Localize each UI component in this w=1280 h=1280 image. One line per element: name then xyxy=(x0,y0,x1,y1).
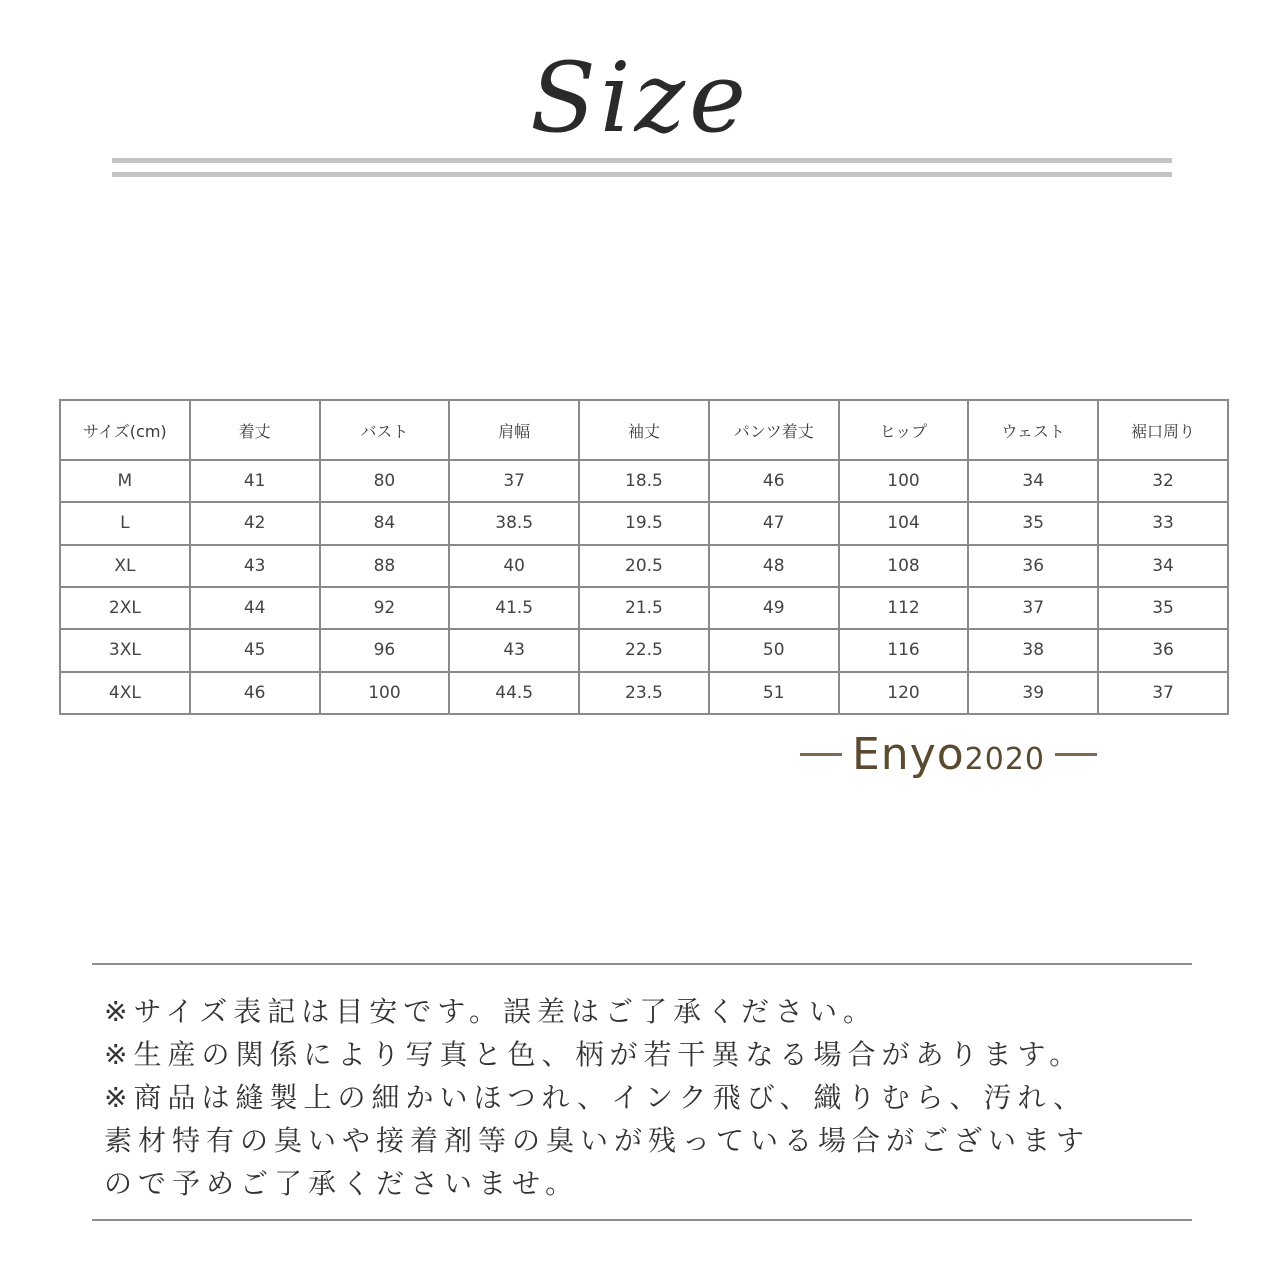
table-cell: 36 xyxy=(968,545,1098,587)
table-cell: 46 xyxy=(190,672,320,714)
note-line: ので予めご了承くださいませ。 xyxy=(104,1167,580,1200)
notes-divider-bottom xyxy=(92,1219,1192,1221)
table-cell: 21.5 xyxy=(579,587,709,629)
title-divider-lower xyxy=(112,172,1172,177)
brand-name: Enyo xyxy=(852,728,965,780)
table-cell: 32 xyxy=(1098,460,1228,502)
table-cell: 48 xyxy=(709,545,839,587)
table-cell: 19.5 xyxy=(579,502,709,544)
table-cell: 37 xyxy=(449,460,579,502)
column-header-size: サイズ(cm) xyxy=(60,400,190,460)
table-cell: 104 xyxy=(839,502,969,544)
column-header-hem: 裾口周り xyxy=(1098,400,1228,460)
note-line: ※生産の関係により写真と色、柄が若干異なる場合があります。 xyxy=(104,1038,1084,1071)
table-cell: L xyxy=(60,502,190,544)
table-cell: 47 xyxy=(709,502,839,544)
table-cell: 46 xyxy=(709,460,839,502)
table-cell: 4XL xyxy=(60,672,190,714)
table-cell: 100 xyxy=(839,460,969,502)
brand-logo xyxy=(800,722,1130,786)
table-cell: 38 xyxy=(968,629,1098,671)
table-cell: 35 xyxy=(1098,587,1228,629)
note-line: 素材特有の臭いや接着剤等の臭いが残っている場合がございます xyxy=(104,1124,1091,1157)
title-divider-upper xyxy=(112,158,1172,163)
table-cell: 23.5 xyxy=(579,672,709,714)
table-cell: 22.5 xyxy=(579,629,709,671)
table-cell: 3XL xyxy=(60,629,190,671)
table-cell: 84 xyxy=(320,502,450,544)
column-header-length: 着丈 xyxy=(190,400,320,460)
table-cell: 43 xyxy=(190,545,320,587)
table-cell: 44.5 xyxy=(449,672,579,714)
table-cell: 36 xyxy=(1098,629,1228,671)
page-title: Size xyxy=(530,42,750,154)
table-cell: 49 xyxy=(709,587,839,629)
column-header-hip: ヒップ xyxy=(839,400,969,460)
table-cell: XL xyxy=(60,545,190,587)
table-cell: 100 xyxy=(320,672,450,714)
table-cell: 42 xyxy=(190,502,320,544)
table-cell: 88 xyxy=(320,545,450,587)
table-row xyxy=(60,545,1228,587)
column-header-bust: バスト xyxy=(320,400,450,460)
table-cell: 80 xyxy=(320,460,450,502)
table-cell: 96 xyxy=(320,629,450,671)
table-cell: 120 xyxy=(839,672,969,714)
table-cell: 50 xyxy=(709,629,839,671)
brand-dash-left xyxy=(800,753,842,756)
column-header-waist: ウェスト xyxy=(968,400,1098,460)
table-row xyxy=(60,672,1228,714)
table-cell: 18.5 xyxy=(579,460,709,502)
table-cell: 35 xyxy=(968,502,1098,544)
table-cell: 34 xyxy=(968,460,1098,502)
note-line: ※サイズ表記は目安です。誤差はご了承ください。 xyxy=(104,995,877,1028)
table-cell: 33 xyxy=(1098,502,1228,544)
table-cell: 20.5 xyxy=(579,545,709,587)
table-row xyxy=(60,502,1228,544)
table-cell: 34 xyxy=(1098,545,1228,587)
table-cell: 37 xyxy=(968,587,1098,629)
table-cell: 45 xyxy=(190,629,320,671)
table-cell: 43 xyxy=(449,629,579,671)
table-cell: 108 xyxy=(839,545,969,587)
column-header-shoulder: 肩幅 xyxy=(449,400,579,460)
table-row xyxy=(60,629,1228,671)
table-cell: 2XL xyxy=(60,587,190,629)
column-header-sleeve: 袖丈 xyxy=(579,400,709,460)
table-cell: 92 xyxy=(320,587,450,629)
table-cell: 38.5 xyxy=(449,502,579,544)
table-cell: 116 xyxy=(839,629,969,671)
size-table xyxy=(59,399,1229,715)
table-row xyxy=(60,587,1228,629)
brand-dash-right xyxy=(1055,753,1097,756)
table-cell: 44 xyxy=(190,587,320,629)
notes-divider-top xyxy=(92,963,1192,965)
table-header-row xyxy=(60,400,1228,460)
table-cell: M xyxy=(60,460,190,502)
table-cell: 51 xyxy=(709,672,839,714)
table-cell: 37 xyxy=(1098,672,1228,714)
table-row xyxy=(60,460,1228,502)
table-cell: 112 xyxy=(839,587,969,629)
notes-block xyxy=(104,990,1204,1205)
table-cell: 41 xyxy=(190,460,320,502)
brand-year: 2020 xyxy=(964,741,1046,777)
table-cell: 40 xyxy=(449,545,579,587)
column-header-pants-length: パンツ着丈 xyxy=(709,400,839,460)
table-cell: 41.5 xyxy=(449,587,579,629)
note-line: ※商品は縫製上の細かいほつれ、インク飛び、織りむら、汚れ、 xyxy=(104,1081,1088,1114)
table-cell: 39 xyxy=(968,672,1098,714)
